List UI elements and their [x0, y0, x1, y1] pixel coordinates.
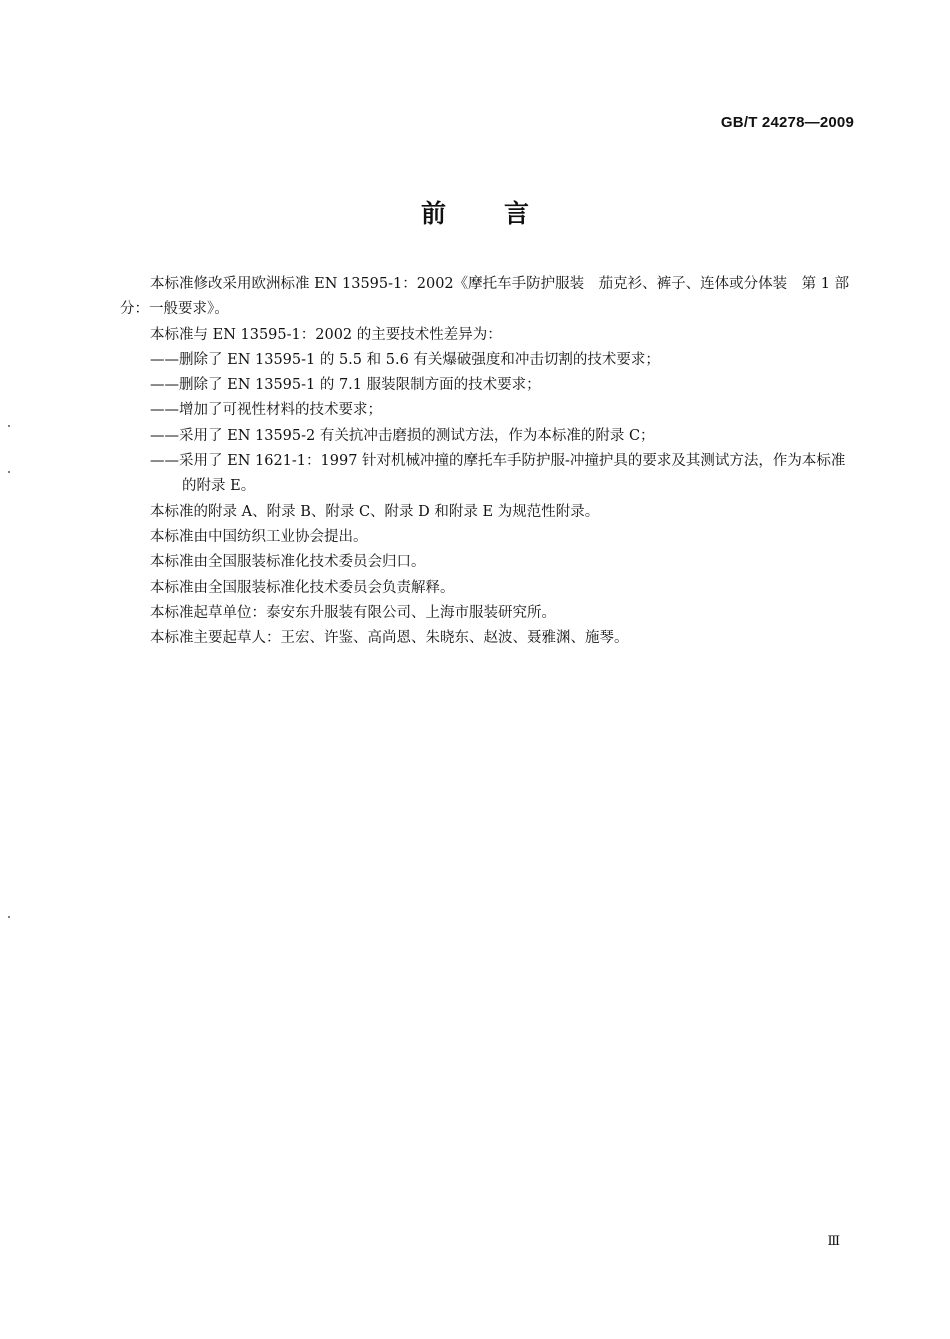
document-body	[120, 272, 855, 651]
scan-speck	[8, 916, 10, 918]
page-number: Ⅲ	[827, 1234, 840, 1249]
annex-statement: 本标准的附录 A、附录 B、附录 C、附录 D 和附录 E 为规范性附录。	[150, 503, 600, 520]
difference-item: ——删除了 EN 13595-1 的 5.5 和 5.6 有关爆破强度和冲击切割的技术要求；	[150, 351, 660, 368]
difference-item: ——增加了可视性材料的技术要求；	[150, 402, 382, 419]
page-title: 前言	[420, 199, 587, 228]
differences-intro: 本标准与 EN 13595-1：2002 的主要技术性差异为：	[150, 326, 502, 343]
difference-item: ——采用了 EN 1621-1：1997 针对机械冲撞的摩托车手防护服-冲撞护具的要求及其测试方法，作为本标准的附录 E。	[150, 453, 846, 495]
difference-item: ——采用了 EN 13595-2 有关抗冲击磨损的测试方法，作为本标准的附录 C；	[150, 427, 655, 444]
scan-speck	[8, 471, 10, 473]
intro-paragraph: 本标准修改采用欧洲标准 EN 13595-1：2002《摩托车手防护服装 茄克衫、裤子、连体或分体装 第 1 部分：一般要求》。	[120, 276, 850, 318]
standard-code: GB/T 24278—2009	[720, 114, 854, 131]
interpretation-statement: 本标准由全国服装标准化技术委员会负责解释。	[150, 579, 455, 596]
drafters-statement: 本标准主要起草人：王宏、许鉴、高尚恩、朱晓东、赵波、聂雅渊、施琴。	[150, 630, 629, 647]
centralized-statement: 本标准由全国服装标准化技术委员会归口。	[150, 554, 426, 571]
difference-item: ——删除了 EN 13595-1 的 7.1 服装限制方面的技术要求；	[150, 377, 541, 394]
scan-speck	[8, 425, 10, 427]
proposer-statement: 本标准由中国纺织工业协会提出。	[150, 528, 368, 545]
drafting-units-statement: 本标准起草单位：泰安东升服装有限公司、上海市服装研究所。	[150, 604, 556, 621]
